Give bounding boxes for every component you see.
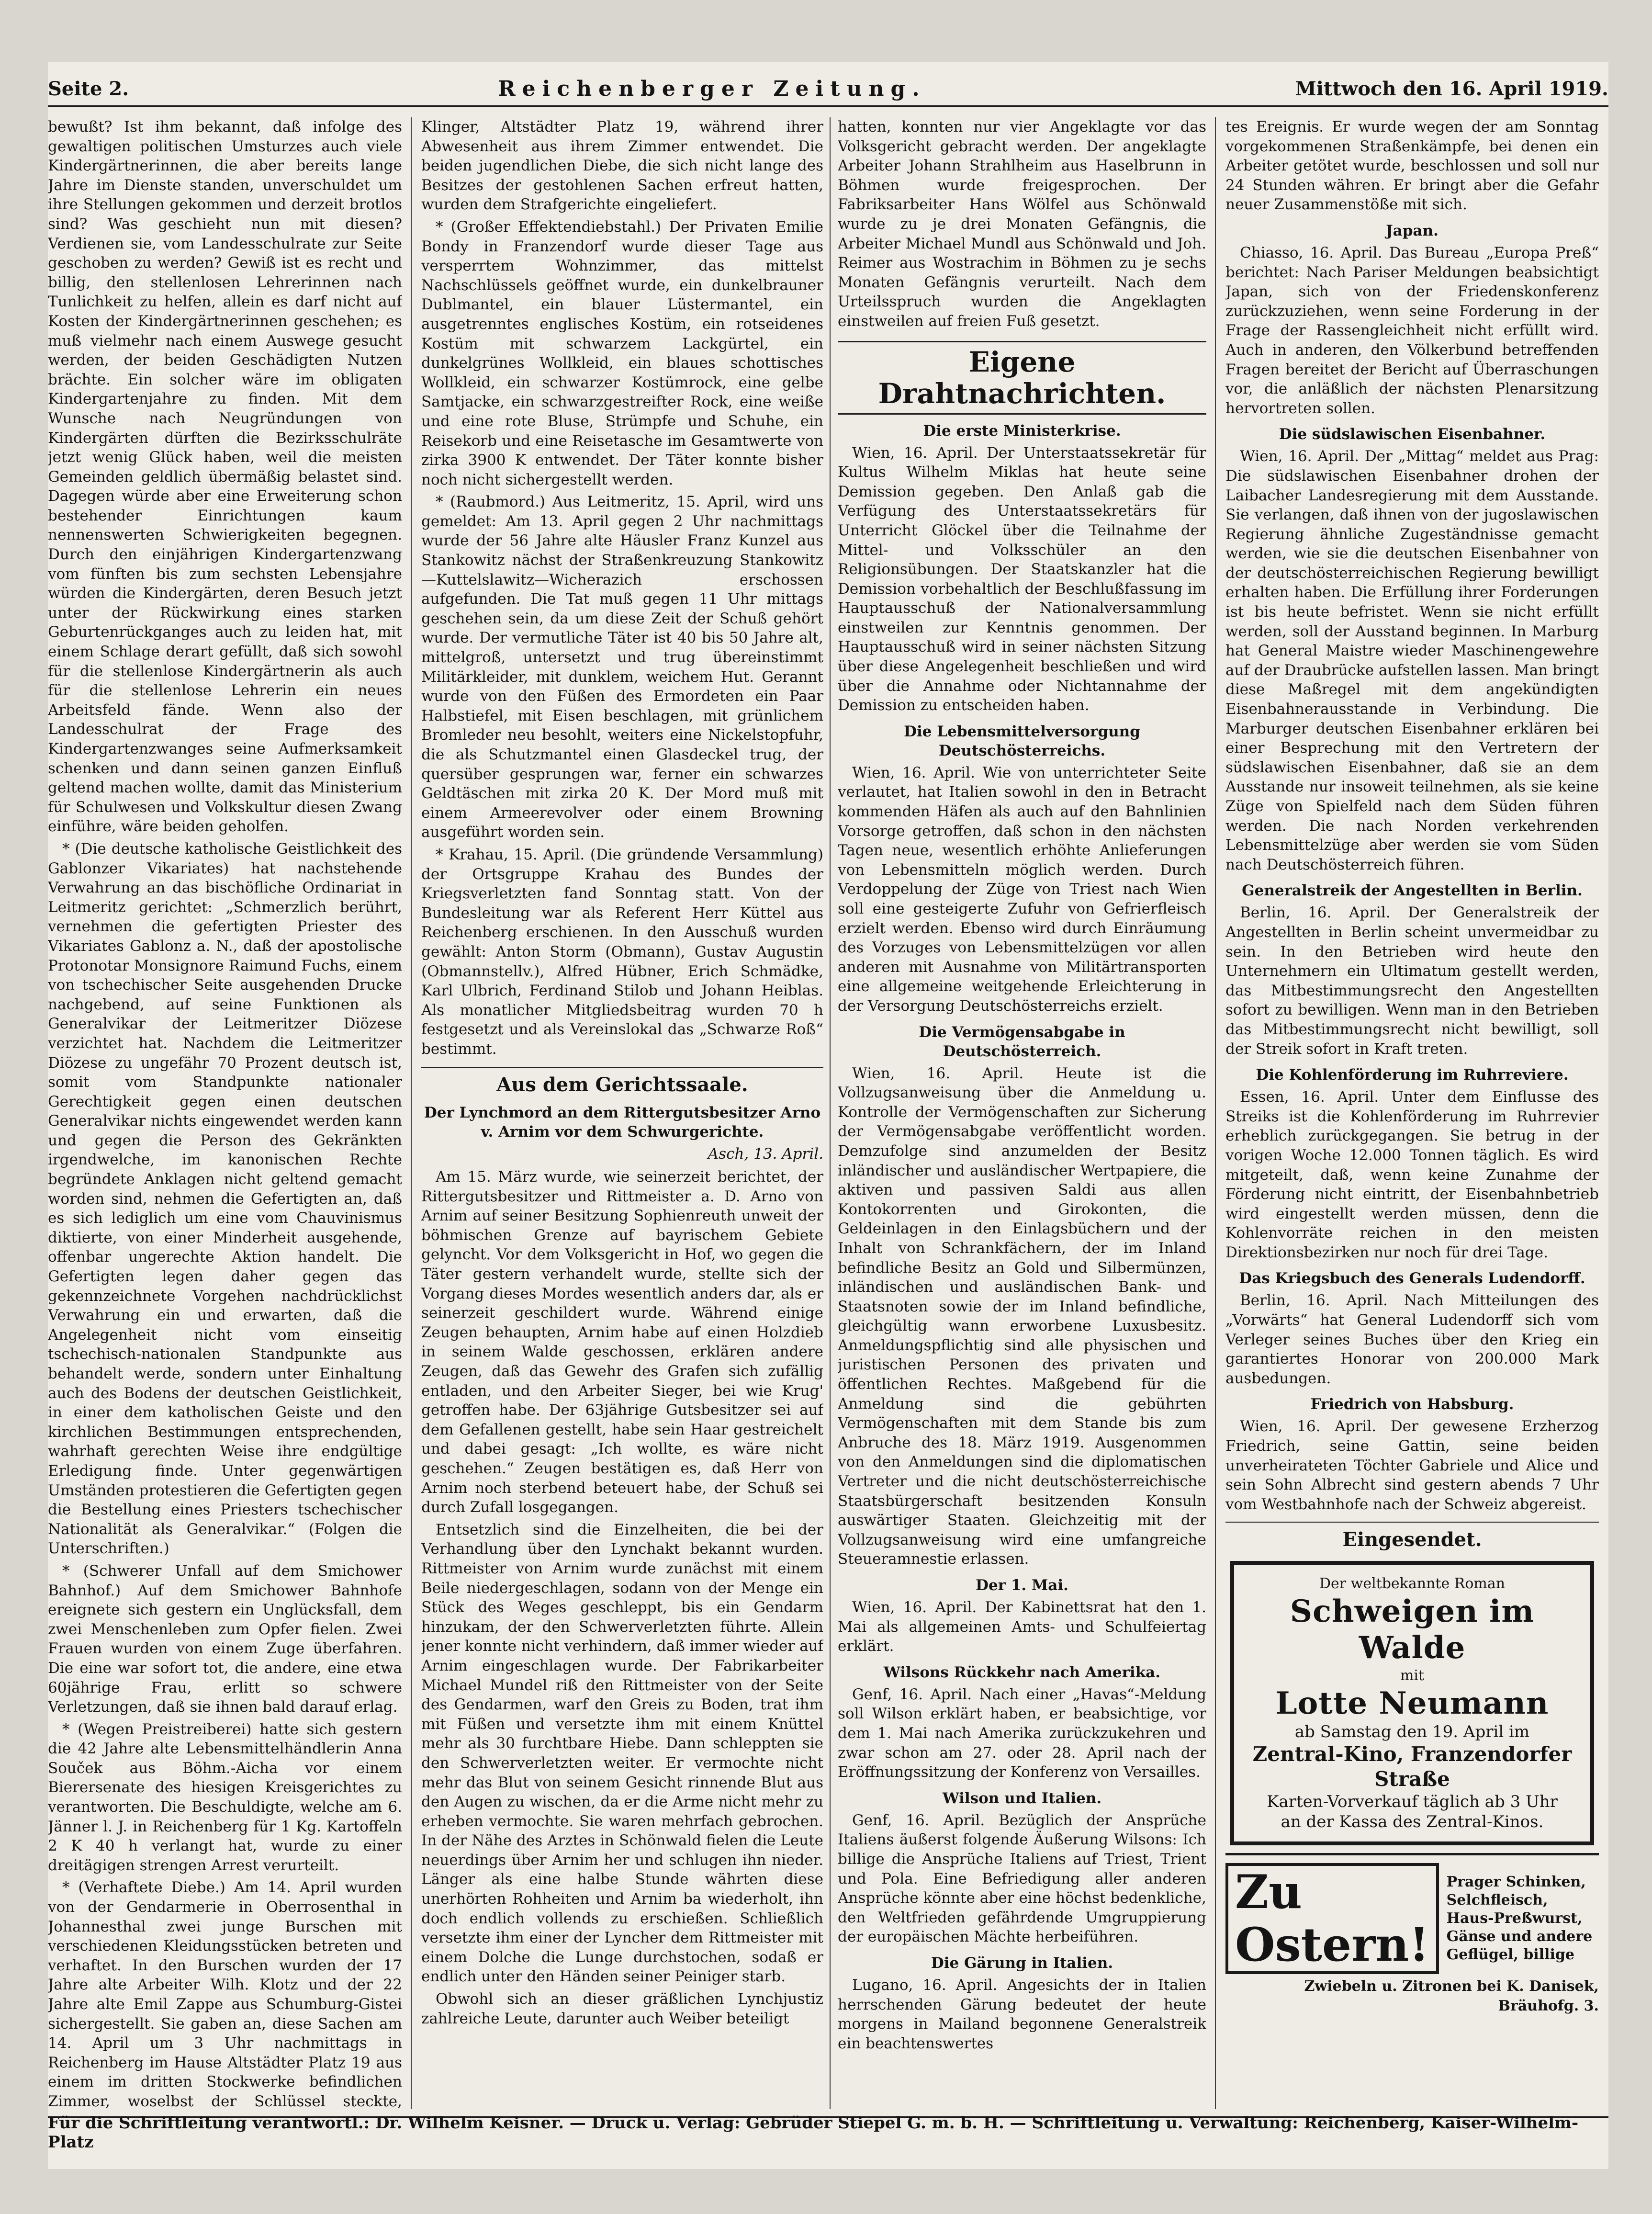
dateline: Asch, 13. April. [708,1145,823,1163]
issue-date: Mittwoch den 16. April 1919. [1295,77,1608,100]
ad-line: ab Samstag den 19. April im [1294,1722,1530,1742]
heading-ludendorff: Das Kriegsbuch des Generals Ludendorff. [1239,1270,1585,1288]
ad-star-name: Lotte Neumann [1275,1685,1549,1722]
heading-may-day: Der 1. Mai. [976,1577,1068,1594]
ad-cinema: Zentral-Kino, Franzendorfer Straße [1252,1742,1572,1791]
ad-easter-footer: Zwiebeln u. Zitronen bei K. Danisek, Bräuhofg. 3. [1304,1978,1599,2014]
article-lynching-p2: Entsetzlich sind die Einzelheiten, die bei der Verhandlung über den Lynchakt bekannt wurden. Rittmeister von Arnim wurde zunächst mit einem Beile niedergeschlagen, sodann von der Menge ein Stück des Weges geschleppt, bis ein Gendarm hinzukam, der den Schwerverletzten führte. Allein jener konnte nicht verhindern, daß immer wieder auf Arnim eingeschlagen wurde. Der Fabrikarbeiter Michael Mundel riß den Rittmeister von der Seite des Gendarmen, warf den Greis zu Boden, trat ihm mit Füßen und versetzte ihm mit einem Knüttel mehr als 30 furchtbare Hiebe. Dann schleppten sie den Schwerverletzten weiter. Er vermochte nicht mehr das Blut von seinem Gesicht rinnende Blut aus den Augen zu wischen, da er die Arme nicht mehr zu erheben vermochte. Sie waren mehrfach gebrochen. In der Nähe des Arztes in Schönwald fielen die Leute neuerdings über Arnim her und schlugen ihn nieder. Länger als eine halbe Stunde währten diese unerhörten Rohheiten und Arnim ba wiederholt, ihn doch endlich vollends zu erschießen. Schließlich versetzte ihm einer der Lyncher dem Rittmeister mit einem Dolche die Lunge durchstochen, sodaß er endlich unter den Händen seiner Peiniger starb. [421,1521,823,1986]
column-4 [1225,117,1599,2109]
heading-eingesendet: Eingesendet. [1225,1522,1599,1551]
page-header [48,72,1608,107]
heading-property-levy: Die Vermögensabgabe in Deutschösterreich. [919,1023,1125,1060]
section-heading-telegrams: Eigene Drahtnachrichten. [838,341,1206,415]
article-coal: Essen, 16. April. Unter dem Einflusse des Streiks ist die Kohlenförderung im Ruhrrevier erheblich zurückgegangen. Sie betrug in der vorigen Woche 12.000 Tonnen täglich. Es wird mitgeteilt, daß, wenn keine Zunahme der Förderung nicht eintritt, der Eisenbahnbetrieb wird eingestellt werden müssen, denn die Kohlenvorräte reichen in den meisten Direktionsbezirken nur noch für drei Tage. [1225,1088,1599,1261]
article-gablonz-clergy: * (Die deutsche katholische Geistlichkeit des Gablonzer Vikariates) hat nachstehende Verwahrung an das bischöfliche Ordinariat in Leitmeritz gerichtet: „Schmerzlich berührt, vernehmen die gefertigten Priester des Vikariates Gablonz a. N., daß der apostolische Protonotar Monsignore Raimund Fuchs, einem von tschechischer Seite ausgehenden Drucke nachgebend, auf seine Funktionen als Generalvikar der Leitmeritzer Diözese verzichtet hat. Nachdem die Leitmeritzer Diözese zu ungefähr 70 Prozent deutsch ist, somit vom Standpunkte nationaler Gerechtigkeit gegen einen deutschen Generalvikar nichts eingewendet werden kann und gegen die Person des Gekränkten irgendwelche, im kanonischen Rechte begründete Anklagen nicht geltend gemacht worden sind, nehmen die Gefertigten an, daß es sich lediglich um eine vom Chauvinismus diktierte, von einer Minderheit ausgehende, offenbar ungerechte Aktion handelt. Die Gefertigten legen daher gegen das gekennzeichnete Vorgehen nachdrücklichst Verwahrung ein und erwarten, daß die Angelegenheit nicht vom einseitig tschechisch-nationalen Standpunkte aus behandelt werde, sondern unter Einhaltung auch des Bodens der deutschen Geistlichkeit, in einer dem katholischen Geiste und den kirchlichen Bestimmungen entsprechenden, wahrhaft gerechten Weise ihre endgültige Erledigung finde. Unter gegenwärtigen Umständen protestieren die Gefertigten gegen die Bestellung eines Priesters tschechischer Nationalität als Generalvikar.“ (Folgen die Unterschriften.) [48,840,402,1558]
article-railway-workers: Wien, 16. April. Der „Mittag“ meldet aus Prag: Die südslawischen Eisenbahner drohen der Laibacher Landesregierung mit dem Ausstande. Sie verlangen, daß ihnen von der jugoslawischen Regierung ähnliche Zugeständnisse gemacht werden, wie sie die deutschen Eisenbahner von der deutschösterreichischen Regierung bewilligt erhalten haben. Die Erfüllung ihrer Forderungen ist bis heute befristet. Wenn sie nicht erfüllt werden, soll der Ausstand beginnen. In Marburg hat General Maistre wieder Maschinengewehre auf der Draubrücke aufstellen lassen. Man bringt diese Maßregel mit dem angekündigten Eisenbahnerausstande in Verbindung. Die Marburger deutschen Eisenbahner erklären bei einer Besprechung mit den Vertretern der südslawischen Eisenbahner, daß sie an dem Ausstande nur insoweit teilnehmen, als sie keine Züge von Spielfeld nach dem Süden führen werden. Die nach Norden verkehrenden Lebensmittelzüge aber werden sie vom Süden nach Deutschösterreich führen. [1225,448,1599,873]
column-divider [830,117,831,2109]
imprint-footer [48,2113,1608,2152]
article-lynching-p3: Obwohl sich an dieser gräßlichen Lynchjustiz zahlreiche Leute, darunter auch Weiber beteiligt [421,1990,823,2027]
article-wilson-italy: Genf, 16. April. Bezüglich der Ansprüche Italiens äußerst folgende Äußerung Wilsons: Ich billige die Ansprüche Italiens auf Triest, Trient und Pola. Eine Befriedigung aller anderen Ansprüche könnte aber eine höchst bedenkliche, den Weltfrieden gefährdende Umgruppierung der europäischen Mächte herbeiführen. [838,1811,1206,1946]
article-may-day: Wien, 16. April. Der Kabinettsrat hat den 1. Mai als allgemeinen Amts- und Schulfeiertag erklärt. [838,1599,1206,1655]
article-wilson-return: Genf, 16. April. Nach einer „Havas“-Meldung soll Wilson erklärt haben, er beabsichtige, vor dem 1. Mai nach Amerika zurückzukehren und zwar schon am 27. oder 28. April nach der Eröffnungssitzung der Konferenz von Versailles. [838,1685,1206,1781]
easter-advertisement [1225,1853,1599,1974]
masthead: Reichenberger Zeitung. [498,76,926,101]
heading-coal: Die Kohlenförderung im Ruhrreviere. [1256,1066,1569,1084]
ad-line: mit [1400,1667,1425,1684]
heading-ministry-crisis: Die erste Ministerkrise. [923,422,1121,440]
article-habsburg: Wien, 16. April. Der gewesene Erzherzog Friedrich, seine Gattin, seine beiden unverheirateten Töchter Gabriele und Alice und sein Sohn Albrecht sind gestern abends 7 Uhr vom Westbahnhofe nach der Schweiz abgereist. [1225,1418,1599,1513]
article-heading-lynching: Der Lynchmord an dem Rittergutsbesitzer Arno v. Arnim vor dem Schwurgerichte. [424,1104,821,1141]
article-arrested-thieves-cont: Klinger, Altstädter Platz 19, während ihrer Abwesenheit aus ihrem Zimmer entwendet. Die beiden jugendlichen Diebe, die sich nicht lange des Besitzes der gestohlenen Sachen erfreut hatten, wurden dem Strafgerichte eingeliefert. [421,118,823,214]
heading-italy-unrest: Die Gärung in Italien. [931,1954,1113,1972]
page-number: Seite 2. [48,77,129,100]
ad-film-title: Schweigen im Walde [1290,1593,1535,1666]
column-divider [411,117,412,2109]
imprint-text: Für die Schriftleitung verantwortl.: Dr. Wilhelm Keisner. — Druck u. Verlag: Gebrüder Stiepel G. m. b. H. — Schriftleitung u. Verwaltung: Reichenberg, Kaiser-Wilhelm-Platz [48,2113,1579,2152]
ad-line: Karten-Vorverkauf täglich ab 3 Uhr [1267,1792,1558,1812]
ad-line: an der Kassa des Zentral-Kinos. [1281,1812,1544,1832]
column-1 [48,117,402,2109]
cinema-advertisement [1230,1561,1594,1845]
article-lynching-p1: Am 15. März wurde, wie seinerzeit berichtet, der Rittergutsbesitzer und Rittmeister a. D. Arno von Arnim auf seiner Besitzung Sophienreuth unweit der böhmischen Grenze auf bayrischem Gebiete gelyncht. Vor dem Volksgericht in Hof, wo gegen die Täter gestern verhandelt wurde, stellte sich der Vorgang dieses Mordes wesentlich anders dar, als er seinerzeit geschildert wurde. Während einige Zeugen behaupten, Arnim habe auf einen Holzdieb in seinem Walde geschossen, erklären andere Zeugen, daß das Gewehr des Grafen sich zufällig entladen, und den Arbeiter Sieger, bei wie Krug' getroffen habe. Der 63jährige Gutsbesitzer sei auf dem Gefallenen gestellt, habe sein Haar gestreichelt und dabei gesagt: „Ich wollte, es wäre nicht geschehen.“ Zeugen bestätigen es, daß Herr von Arnim noch sterbend beteuert habe, der Schuß sei durch Zufall losgegangen. [421,1168,823,1516]
article-krahau-meeting: * Krahau, 15. April. (Die gründende Versammlung) der Ortsgruppe Krahau des Bundes der Kriegsverletzten fand Sonntag statt. Von der Bundesleitung war als Referent Herr Küttel aus Reichenberg erschienen. In den Ausschuß wurden gewählt: Anton Storm (Obmann), Gustav Augustin (Obmannstellv.), Alfred Hübner, Erich Schmädke, Karl Ulbrich, Ferdinand Stilob und Johann Heiblas. Als monatlicher Mitgliedsbeitrag wurden 70 h festgesetzt und als Vereinslokal das „Schwarze Roß“ bestimmt. [421,846,823,1058]
article-italy-unrest-cont: tes Ereignis. Er wurde wegen der am Sonntag vorgekommenen Straßenkämpfe, bei denen ein Arbeiter getötet wurde, beschlossen und soll nur 24 Stunden währen. Er bringt aber die Gefahr neuer Zusammenstöße mit sich. [1225,118,1599,214]
article-price-gouging: * (Wegen Preistreiberei) hatte sich gestern die 42 Jahre alte Lebensmittelhändlerin Anna Souček aus Böhm.-Aicha vor einem Bierersenate des hiesigen Kreisgerichtes zu verantworten. Die Beschuldigte, welche am 6. Jänner l. J. in Reichenberg für 1 Kg. Kartoffeln 2 K 40 h verlangt hat, wurde zu einer dreitägigen strengen Arrest verurteilt. [48,1720,402,1874]
article-kindergarten: bewußt? Ist ihm bekannt, daß infolge des gewaltigen politischen Umsturzes auch viele Kindergärtnerinnen, die aber bereits lange Jahre im Dienste standen, unverschuldet um ihre Stellungen gekommen und derzeit brotlos sind? Was geschieht nun mit diesen? Verdienen sie, vom Landesschulrate zur Seite geschoben zu werden? Gewiß ist es recht und billig, den stellenlosen Lehrerinnen nach Tunlichkeit zu helfen, allein es darf nicht auf Kosten der Kindergärtnerinnen geschehen; es muß vielmehr nach einem Auswege gesucht werden, der beiden Geschädigten Nutzen brächte. Ein solcher wäre im obligaten Kindergartenjahre zu finden. Mit dem Wunsche nach Neugründungen von Kindergärten dürften die Bezirksschulräte jetzt wenig Glück haben, weil die meisten Gemeinden geldlich übermäßig belastet sind. Dagegen würde aber eine Erweiterung schon bestehender Einrichtungen kaum nennenswerten Schwierigkeiten begegnen. Durch den einjährigen Kindergartenzwang vom fünften bis zum sechsten Lebensjahre würden die Kindergärten, deren Besuch jetzt unter der Rückwirkung eines starken Geburtenrückganges auch zu leiden hat, mit einem Schlage derart gefüllt, daß sich sowohl für die stellenlose Kindergärtnerin als auch für die stellenlose Lehrerin ein neues Arbeitsfeld fände. Wenn also der Landesschulrat der Frage des Kindergartenzwanges seine Aufmerksamkeit schenken und dann seinen ganzen Einfluß geltend machen wollte, damit das Ministerium für Schulwesen und Volkskultur diesen Zwang einführe, wäre beiden geholfen. [48,118,402,836]
article-berlin-strike: Berlin, 16. April. Der Generalstreik der Angestellten in Berlin scheint unvermeidbar zu sein. In den Betrieben wird heute den Unternehmern ein Ultimatum gestellt werden, das Mitbestimmungsrecht den Angestellten sofort zu bewilligen. Wenn man in den Betrieben das Mitbestimmungsrecht nicht bewilligt, soll der Streik sofort in Kraft treten. [1225,904,1599,1058]
article-italy-unrest: Lugano, 16. April. Angesichts der in Italien herrschenden Gärung bedeutet der heute morgens in Mailand begonnene Generalstreik ein beachtenswertes [838,1976,1206,2052]
article-japan: Chiasso, 16. April. Das Bureau „Europa Preß“ berichtet: Nach Pariser Meldungen beabsichtigt Japan, sich von der Friedenskonferenz zurückzuziehen, wenn seine Forderung in der Frage der Rassengleichheit nicht erfüllt wird. Auch in anderen, den Völkerbund betreffenden Fragen bereitet der Bericht auf Überraschungen vor, die anläßlich der nächsten Plenarsitzung hervortreten sollen. [1225,244,1599,417]
ad-easter-headline: Zu Ostern! [1225,1863,1439,1974]
heading-wilson-return: Wilsons Rückkehr nach Amerika. [883,1663,1161,1681]
heading-berlin-strike: Generalstreik der Angestellten in Berlin. [1242,882,1583,900]
article-smichow-accident: * (Schwerer Unfall auf dem Smichower Bahnhof.) Auf dem Smichower Bahnhofe ereignete sich gestern ein Unglücksfall, dem zwei Menschenleben zum Opfer fielen. Zwei Frauen wurden von einem Zuge überfahren. Die eine war sofort tot, die andere, eine etwa 60jährige Frau, erlitt so schwere Verletzungen, daß sie ihnen bald darauf erlag. [48,1562,402,1716]
heading-habsburg: Friedrich von Habsburg. [1310,1396,1514,1413]
article-robbery-murder: * (Raubmord.) Aus Leitmeritz, 15. April, wird uns gemeldet: Am 13. April gegen 2 Uhr nachmittags wurde der 56 Jahre alte Häusler Franz Kunzel aus Stankowitz nächst der Straßenkreuzung Stankowitz—Kuttelslawitz—Wicherazich erschossen aufgefunden. Die Tat muß gegen 11 Uhr mittags geschehen sein, da um diese Zeit der Schuß gehört wurde. Der vermutliche Täter ist 40 bis 50 Jahre alt, mittelgroß, untersetzt und trug übereinstimmt Militärkleider, mit dunklem, weichem Hut. Gerannt wurde von den Füßen des Ermordeten ein Paar Halbstiefel, mit Eisen beschlagen, mit grünlichem Bromleder neu besohlt, weiters eine Nickelstopfuhr, die als Schutzmantel einen Glasdeckel trug, der quersüber gesprungen war, ferner ein schwarzes Geldtäschen mit zirka 20 K. Der Mord muß mit einem Armeerevolver oder einem Browning ausgeführt worden sein. [421,493,823,841]
ad-line: Der weltbekannte Roman [1319,1575,1506,1593]
article-ministry-crisis: Wien, 16. April. Der Unterstaatssekretär für Kultus Wilhelm Miklas hat heute seine Demission gegeben. Den Anlaß gab die Verfügung des Unterstaatssekretärs für Unterricht Glöckel über die Teilnahme der Mittel- und Volksschüler an den Religionsübungen. Der Staatskanzler hat die Demission vorbehaltlich der Beschlußfassung im Hauptausschuß der Nationalversammlung einstweilen zur Kenntnis genommen. Der Hauptausschuß wird in seiner nächsten Sitzung über diese Angelegenheit beschließen und wird über die Annahme oder Nichtannahme der Demission zu entscheiden haben. [838,444,1206,714]
heading-food-supply: Die Lebensmittelversorgung Deutschösterreichs. [904,723,1140,759]
heading-wilson-italy: Wilson und Italien. [942,1789,1102,1807]
column-divider [1215,117,1216,2109]
article-property-levy: Wien, 16. April. Heute ist die Vollzugsanweisung über die Anmeldung u. Kontrolle der Vermögenschaften zur Sicherung der Vermögensabgabe veröffentlicht worden. Demzufolge sind anzumelden der Besitz inländischer und ausländischer Wertpapiere, die aktiven und passiven Saldi aus allen Kontokorrenten und Girokonten, die Geldeinlagen in den Einlagsbüchern und der Inhalt von Schrankfächern, der im Inland befindliche Besitz an Gold und Silbermünzen, inländischen und ausländischen Bank- und Staatsnoten sowie der im Inland befindliche, gleichgültig wann erworbene Luxusbesitz. Anmeldungspflichtig sind alle physischen und juristischen Personen des privaten und öffentlichen Rechtes. Maßgebend für die Anmeldung sind die gebührten Vermögenschaften mit dem Stande bis zum Anbruche des 18. März 1919. Ausgenommen von den Anmeldungen sind die diplomatischen Vertreter und die nicht deutschösterreichische Staatsbürgerschaft besitzenden Konsuln auswärtiger Staaten. Gleichzeitig mit der Vollzugsanweisung wird eine umfangreiche Steueramnestie erlassen. [838,1064,1206,1568]
heading-railway-workers: Die südslawischen Eisenbahner. [1279,426,1546,443]
heading-japan: Japan. [1386,222,1438,239]
article-lynching-cont: hatten, konnten nur vier Angeklagte vor das Volksgericht gebracht werden. Der angeklagte Arbeiter Johann Strahlheim aus Haselbrunn in Böhmen wurde freigesprochen. Der Fabriksarbeiter Hans Wölfel aus Schönwald wurde zu je drei Monaten Gefängnis, die Arbeiter Michael Mundl aus Schönwald und Joh. Reimer aus Wostrachim in Böhmen zu je sechs Monaten Gefängnis verurteilt. Nach dem Urteilsspruch wurden die Angeklagten einstweilen auf freien Fuß gesetzt. [838,118,1206,330]
article-food-supply: Wien, 16. April. Wie von unterrichteter Seite verlautet, hat Italien sowohl in den in Betracht kommenden Häfen als auch auf den Bahnlinien Vorsorge getroffen, daß schon in den nächsten Tagen neue, wesentlich erhöhte Anlieferungen von Lebensmitteln möglich werden. Durch Verdoppelung der Züge von Triest nach Wien soll eine gesteigerte Zufuhr von Gefrierfleisch erzielt werden. Ebenso wird durch Einräumung des Vorzuges von Lebensmittelzügen vor allen anderen mit Ausnahme von Militärtransporten eine allgemeine weitgehende Erleichterung in der Versorgung Deutschösterreichs erzielt. [838,764,1206,1015]
column-2 [421,117,823,2109]
article-ludendorff: Berlin, 16. April. Nach Mitteilungen des „Vorwärts“ hat General Ludendorff sich vom Verleger seines Buches über den Krieg ein garantiertes Honorar von 200.000 Mark ausbedungen. [1225,1292,1599,1387]
article-arrested-thieves: * (Verhaftete Diebe.) Am 14. April wurden von der Gendarmerie in Oberrosenthal in Johannesthal zwei junge Burschen mit verschiedenen Kleidungsstücken betreten und verhaftet. In den Burschen wurden der 17 Jahre alte Arbeiter Wilh. Klotz und der 22 Jahre alte Emil Zappe aus Schumburg-Gistei sichergestellt. Sie gaben an, diese Sachen am 14. April um 3 Uhr nachmittags in Reichenberg im Hause Altstädter Platz 19 aus einem im dritten Stockwerke befindlichen Zimmer, woselbst der Schlüssel steckte, [48,1879,402,2109]
article-effects-theft: * (Großer Effektendiebstahl.) Der Privaten Emilie Bondy in Franzendorf wurde dieser Tage aus versperrtem Wohnzimmer, das mittelst Nachschlüssels geöffnet wurde, ein dunkelbrauner Dublmantel, ein blauer Lüstermantel, ein ausgetrenntes englisches Kostüm, ein rotseidenes Kostüm mit schwarzem Lackgürtel, ein dunkelgrünes Wollkleid, ein blaues schottisches Wollkleid, ein schwarzer Kostümrock, eine gelbe Samtjacke, ein schwarzgestreifter Rock, eine weiße und eine rote Bluse, Strümpfe und Schuhe, ein Reisekorb und eine Reisetasche im Gesamtwerte von zirka 3900 K entwendet. Der Täter konnte bisher noch nicht sichergestellt werden. [421,218,823,488]
ad-easter-goods: Prager Schinken, Selchfleisch, Haus-Preßwurst, Gänse und andere Geflügel, billige [1446,1874,1593,1964]
column-3 [838,117,1206,2109]
section-heading-court: Aus dem Gerichtssaale. [421,1067,823,1096]
